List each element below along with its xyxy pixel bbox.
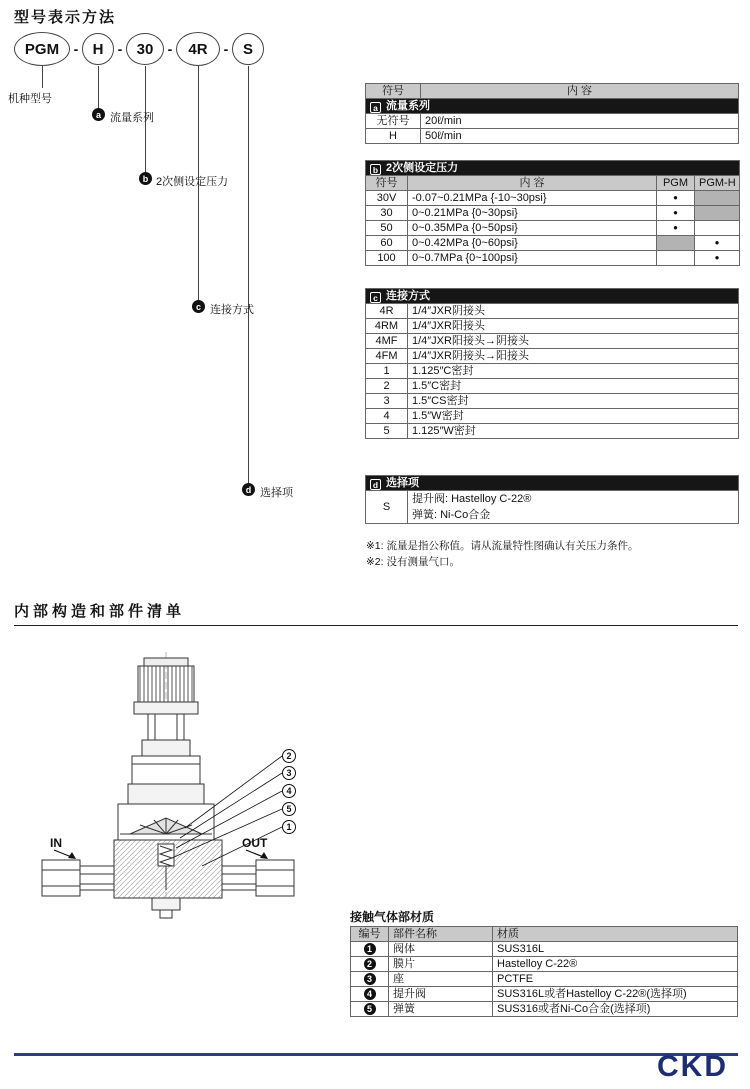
note-2: ※2: 没有测量气口。 xyxy=(366,556,460,568)
table-row xyxy=(366,191,740,206)
model-separator: - xyxy=(117,41,123,57)
col-header-symbol: 符号 xyxy=(366,84,421,99)
model-segment-connection: 4R xyxy=(176,32,220,66)
cell-content: -0.07~0.21MPa {-10~30psi} xyxy=(408,191,657,206)
col-header-content: 内 容 xyxy=(408,176,657,191)
col-header-name: 部件名称 xyxy=(389,927,493,942)
part-number-icon: 1 xyxy=(364,943,376,955)
cell-no xyxy=(351,987,389,1002)
model-separator: - xyxy=(167,41,173,57)
model-segment-base: PGM xyxy=(14,32,70,66)
cell-content: 0~0.21MPa {0~30psi} xyxy=(408,206,657,221)
model-separator: - xyxy=(73,41,79,57)
cell-content: 0~0.35MPa {0~50psi} xyxy=(408,221,657,236)
callout-b-icon: b xyxy=(139,172,152,185)
cell-pgm: ● xyxy=(657,206,695,221)
cell-part-name: 阀体 xyxy=(389,942,493,957)
cell-content: 1/4″JXR阳接头 xyxy=(408,319,739,334)
cell-symbol: 4R xyxy=(366,304,408,319)
col-header-no: 编号 xyxy=(351,927,389,942)
section-bar-title: 流量系列 xyxy=(386,100,430,112)
section-bar-title: 连接方式 xyxy=(386,290,430,302)
table-row xyxy=(366,304,739,319)
callout-d-label: 选择项 xyxy=(260,487,293,499)
callout-b-label: 2次侧设定压力 xyxy=(156,176,229,188)
model-segment-flow: H xyxy=(82,33,114,65)
table-row xyxy=(366,364,739,379)
cell-pgm xyxy=(657,251,695,266)
model-separator: - xyxy=(223,41,229,57)
table-row xyxy=(351,972,738,987)
drawing-callout-2: 2 xyxy=(282,749,296,763)
pressure-table xyxy=(365,160,740,266)
ckd-logo: CKD xyxy=(657,1050,728,1083)
table-row xyxy=(366,221,740,236)
col-header-pgmh: PGM-H xyxy=(695,176,740,191)
cell-symbol: 2 xyxy=(366,379,408,394)
cell-content: 1.5″CS密封 xyxy=(408,394,739,409)
part-number-icon: 2 xyxy=(364,958,376,970)
cell-content xyxy=(408,491,739,524)
table-row xyxy=(366,394,739,409)
table-row xyxy=(366,236,740,251)
model-segment-pressure: 30 xyxy=(126,33,164,65)
part-number-icon: 5 xyxy=(364,1003,376,1015)
flow-series-table xyxy=(365,83,739,144)
column-header-row xyxy=(366,176,740,191)
model-segment-option: S xyxy=(232,33,264,65)
cell-pgmh: ● xyxy=(695,236,740,251)
col-header-material: 材质 xyxy=(493,927,738,942)
cell-content: 20ℓ/min xyxy=(421,114,739,129)
table-row xyxy=(366,206,740,221)
section-bar-cell xyxy=(366,476,739,491)
cell-symbol: S xyxy=(366,491,408,524)
part-number-icon: 3 xyxy=(364,973,376,985)
drawing-callout-4: 4 xyxy=(282,784,296,798)
section2-divider xyxy=(14,625,738,626)
cell-content: 1.125″C密封 xyxy=(408,364,739,379)
table-row xyxy=(366,114,739,129)
cell-symbol: 3 xyxy=(366,394,408,409)
section2-title: 内部构造和部件清单 xyxy=(14,603,186,620)
cell-no xyxy=(351,972,389,987)
table-row xyxy=(366,379,739,394)
cell-material: SUS316或者Ni-Co合金(选择项) xyxy=(493,1002,738,1017)
cell-content: 1/4″JXR阴接头 xyxy=(408,304,739,319)
cell-no xyxy=(351,942,389,957)
section-bar-pressure xyxy=(366,161,740,176)
part-number-icon: 4 xyxy=(364,988,376,1000)
col-header-pgm: PGM xyxy=(657,176,695,191)
section-bar-title: 2次侧设定压力 xyxy=(386,162,459,174)
table-row xyxy=(366,409,739,424)
cell-content: 1.125″W密封 xyxy=(408,424,739,439)
note-1: ※1: 流量是指公称值。请从流量特性图确认有关压力条件。 xyxy=(366,540,639,552)
footer-divider xyxy=(14,1053,738,1056)
cell-symbol: 30V xyxy=(366,191,408,206)
connector-line xyxy=(42,66,43,88)
callout-a-icon: a xyxy=(92,108,105,121)
badge-a-icon: a xyxy=(370,102,381,113)
cell-symbol: 无符号 xyxy=(366,114,421,129)
section-bar-title: 选择项 xyxy=(386,477,419,489)
cell-material: Hastelloy C-22® xyxy=(493,957,738,972)
section-bar-cell xyxy=(366,161,740,176)
cell-symbol: 4MF xyxy=(366,334,408,349)
cell-pgm: ● xyxy=(657,191,695,206)
table-row xyxy=(366,349,739,364)
table-row xyxy=(366,319,739,334)
table-row xyxy=(366,129,739,144)
materials-table-title: 接触气体部材质 xyxy=(350,910,435,924)
drawing-callout-1: 1 xyxy=(282,820,296,834)
drawing-callout-3: 3 xyxy=(282,766,296,780)
section-bar-option xyxy=(366,476,739,491)
connector-line xyxy=(98,66,99,108)
table-row xyxy=(366,334,739,349)
option-line-1: 提升阀: Hastelloy C-22® xyxy=(412,493,532,505)
cell-symbol: 1 xyxy=(366,364,408,379)
table-row xyxy=(351,957,738,972)
table-row xyxy=(351,1002,738,1017)
valve-drawing xyxy=(30,646,340,956)
connection-table xyxy=(365,288,739,439)
table-row xyxy=(366,424,739,439)
cell-part-name: 提升阀 xyxy=(389,987,493,1002)
callout-c-label: 连接方式 xyxy=(210,304,254,316)
column-header-row xyxy=(366,84,739,99)
callout-d-icon: d xyxy=(242,483,255,496)
materials-table xyxy=(350,926,738,1017)
cell-symbol: H xyxy=(366,129,421,144)
cell-pgmh xyxy=(695,206,740,221)
cell-symbol: 5 xyxy=(366,424,408,439)
model-code xyxy=(14,32,264,66)
cell-symbol: 4 xyxy=(366,409,408,424)
cell-content: 1.5″C密封 xyxy=(408,379,739,394)
cell-pgm xyxy=(657,236,695,251)
cell-material: SUS316L xyxy=(493,942,738,957)
cell-part-name: 膜片 xyxy=(389,957,493,972)
cell-material: PCTFE xyxy=(493,972,738,987)
connector-line xyxy=(248,66,249,483)
cell-content: 0~0.42MPa {0~60psi} xyxy=(408,236,657,251)
col-header-symbol: 符号 xyxy=(366,176,408,191)
cell-pgm: ● xyxy=(657,221,695,236)
drawing-callout-5: 5 xyxy=(282,802,296,816)
in-label: IN xyxy=(50,836,62,850)
option-line-2: 弹簧: Ni-Co合金 xyxy=(412,509,491,521)
section-bar-flow xyxy=(366,99,739,114)
cell-symbol: 100 xyxy=(366,251,408,266)
cell-pgmh xyxy=(695,191,740,206)
cell-part-name: 座 xyxy=(389,972,493,987)
table-row xyxy=(366,491,739,524)
section-bar-cell xyxy=(366,289,739,304)
cell-symbol: 60 xyxy=(366,236,408,251)
cell-part-name: 弹簧 xyxy=(389,1002,493,1017)
cell-content: 1.5″W密封 xyxy=(408,409,739,424)
table-row xyxy=(351,987,738,1002)
cell-content: 1/4″JXR阴接头→阳接头 xyxy=(408,349,739,364)
table-row xyxy=(366,251,740,266)
cell-material: SUS316L或者Hastelloy C-22®(选择项) xyxy=(493,987,738,1002)
cell-no xyxy=(351,1002,389,1017)
cell-symbol: 4FM xyxy=(366,349,408,364)
section1-title: 型号表示方法 xyxy=(14,9,117,26)
cell-pgmh xyxy=(695,221,740,236)
callout-c-icon: c xyxy=(192,300,205,313)
option-table xyxy=(365,475,739,524)
cell-content: 0~0.7MPa {0~100psi} xyxy=(408,251,657,266)
cell-no xyxy=(351,957,389,972)
base-model-label: 机种型号 xyxy=(8,93,52,105)
section-bar-cell xyxy=(366,99,739,114)
cell-symbol: 50 xyxy=(366,221,408,236)
cell-content: 50ℓ/min xyxy=(421,129,739,144)
badge-b-icon: b xyxy=(370,164,381,175)
cell-symbol: 30 xyxy=(366,206,408,221)
cell-content: 1/4″JXR阳接头→阴接头 xyxy=(408,334,739,349)
callout-a-label: 流量系列 xyxy=(110,112,154,124)
badge-d-icon: d xyxy=(370,479,381,490)
column-header-row xyxy=(351,927,738,942)
cell-symbol: 4RM xyxy=(366,319,408,334)
cell-pgmh: ● xyxy=(695,251,740,266)
badge-c-icon: c xyxy=(370,292,381,303)
table-row xyxy=(351,942,738,957)
col-header-content: 内 容 xyxy=(421,84,739,99)
section-bar-connection xyxy=(366,289,739,304)
out-label: OUT xyxy=(242,836,268,850)
